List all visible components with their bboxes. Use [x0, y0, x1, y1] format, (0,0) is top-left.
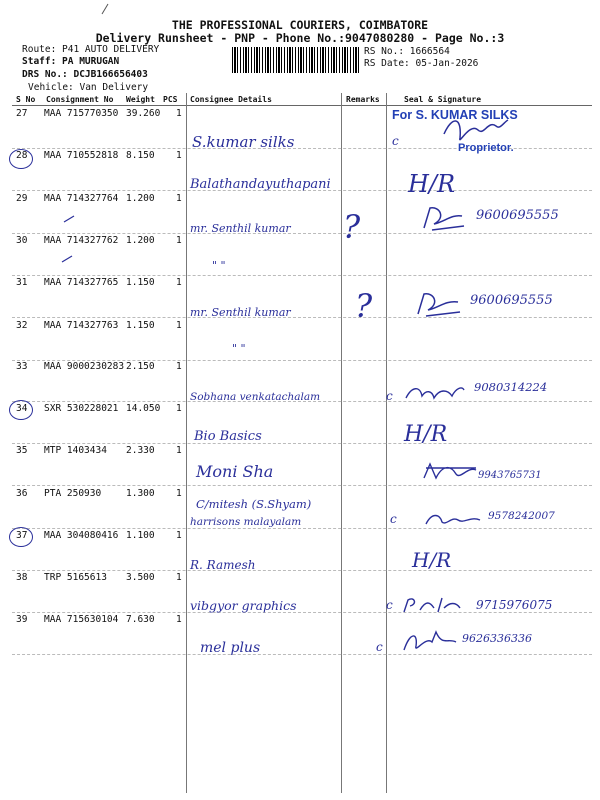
signature-31-32: 9600695555 — [470, 293, 553, 308]
row-sno: 34 — [16, 403, 28, 414]
signature-35: 9943765731 — [478, 470, 542, 481]
row-pcs: 1 — [176, 108, 182, 119]
row-pcs: 1 — [176, 235, 182, 246]
row-consignment: MAA 715630104 — [44, 614, 119, 625]
c-mark: c — [386, 389, 393, 403]
c-mark: c — [390, 512, 397, 526]
row-pcs: 1 — [176, 614, 182, 625]
row-pcs: 1 — [176, 361, 182, 372]
col-consignee: Consignee Details — [190, 95, 272, 104]
circle-mark — [9, 400, 33, 420]
row-pcs: 1 — [176, 150, 182, 161]
row-divider — [12, 275, 592, 276]
row-pcs: 1 — [176, 277, 182, 288]
row-weight: 8.150 — [126, 150, 155, 161]
signature-29-30: 9600695555 — [476, 208, 559, 223]
remark-question-mark: ? — [355, 287, 373, 325]
row-weight: 1.200 — [126, 235, 155, 246]
signature-scribble-27 — [440, 112, 510, 148]
circle-mark — [9, 527, 33, 547]
consignee-38: vibgyor graphics — [190, 598, 297, 613]
col-weight: Weight — [126, 95, 155, 104]
drs-info: DRS No.: DCJB166656403 — [22, 69, 148, 80]
row-divider — [12, 317, 592, 318]
row-divider — [12, 443, 592, 444]
consignee-31-32: mr. Senthil kumar — [190, 306, 291, 319]
signature-38: 9715976075 — [476, 598, 553, 612]
staff-info: Staff: PA MURUGAN — [22, 56, 120, 67]
runsheet-title: Delivery Runsheet - PNP - Phone No.:9047080280 - Page No.:3 — [95, 31, 505, 45]
signature-scribble-36 — [422, 508, 484, 530]
row-weight: 14.050 — [126, 403, 161, 414]
tick-mark — [62, 214, 76, 224]
c-mark: c — [386, 598, 393, 612]
c-mark: c — [376, 640, 383, 654]
consignee-33: Sobhana venkatachalam — [190, 391, 321, 403]
ditto-mark: " " — [232, 342, 246, 355]
row-sno: 35 — [16, 445, 28, 456]
row-consignment: TRP 5165613 — [44, 572, 107, 583]
row-sno: 39 — [16, 614, 28, 625]
row-consignment: SXR 530228021 — [44, 403, 119, 414]
signature-33: 9080314224 — [474, 380, 548, 394]
row-weight: 2.330 — [126, 445, 155, 456]
pen-mark — [100, 2, 110, 16]
row-weight: 1.150 — [126, 277, 155, 288]
consignee-37: R. Ramesh — [190, 558, 256, 572]
row-sno: 31 — [16, 277, 28, 288]
row-weight: 1.300 — [126, 488, 155, 499]
signature-scribble-31 — [412, 290, 464, 320]
row-sno: 30 — [16, 235, 28, 246]
company-stamp: For S. KUMAR SILKS — [392, 108, 518, 122]
row-pcs: 1 — [176, 193, 182, 204]
signature-34: H/R — [404, 422, 448, 447]
row-consignment: MTP 1403434 — [44, 445, 107, 456]
row-weight: 1.200 — [126, 193, 155, 204]
row-divider — [12, 612, 592, 613]
rs-date: RS Date: 05-Jan-2026 — [364, 58, 479, 69]
c-mark: c — [392, 134, 399, 148]
signature-36: 9578242007 — [488, 510, 555, 522]
row-consignment: MAA 9000230283 — [44, 361, 125, 372]
circle-mark — [9, 149, 33, 169]
row-consignment: MAA 714327763 — [44, 320, 119, 331]
row-consignment: MAA 714327765 — [44, 277, 119, 288]
col-seal: Seal & Signature — [404, 95, 482, 104]
signature-scribble-33 — [402, 380, 466, 406]
row-divider — [12, 654, 592, 655]
consignee-28: Balathandayuthapani — [190, 177, 331, 192]
row-consignment: MAA 715770350 — [44, 108, 119, 119]
consignee-39: mel plus — [200, 640, 261, 656]
barcode — [232, 47, 360, 73]
signature-37: H/R — [412, 548, 452, 572]
row-divider — [12, 528, 592, 529]
consignee-27: S.kumar silks — [192, 133, 295, 151]
row-weight: 3.500 — [126, 572, 155, 583]
remark-question-mark: ? — [343, 208, 361, 246]
row-weight: 39.260 — [126, 108, 161, 119]
row-sno: 29 — [16, 193, 28, 204]
stamp-proprietor: Proprietor. — [458, 142, 514, 154]
row-sno: 32 — [16, 320, 28, 331]
vehicle-info: Vehicle: Van Delivery — [28, 82, 149, 93]
row-weight: 2.150 — [126, 361, 155, 372]
tick-mark — [60, 254, 74, 264]
signature-28: H/R — [408, 170, 456, 198]
col-consignment: Consignment No — [46, 95, 114, 104]
signature-39: 9626336336 — [462, 632, 532, 645]
row-weight: 1.150 — [126, 320, 155, 331]
company-title: THE PROFESSIONAL COURIERS, COIMBATORE — [171, 18, 429, 32]
row-pcs: 1 — [176, 488, 182, 499]
row-pcs: 1 — [176, 320, 182, 331]
row-pcs: 1 — [176, 445, 182, 456]
row-consignment: MAA 710552818 — [44, 150, 119, 161]
ditto-mark: " " — [212, 259, 226, 272]
row-pcs: 1 — [176, 572, 182, 583]
signature-scribble-29 — [418, 204, 468, 234]
col-pcs: PCS — [163, 95, 178, 104]
row-sno: 36 — [16, 488, 28, 499]
row-sno: 33 — [16, 361, 28, 372]
row-divider — [12, 485, 592, 486]
row-consignment: MAA 304080416 — [44, 530, 119, 541]
consignee-36-a: C/mitesh (S.Shyam) — [196, 497, 312, 511]
row-consignment: MAA 714327764 — [44, 193, 119, 204]
col-remarks: Remarks — [346, 95, 380, 104]
row-divider — [12, 570, 592, 571]
consignee-35: Moni Sha — [196, 462, 274, 481]
rs-no: RS No.: 1666564 — [364, 46, 450, 57]
signature-scribble-35 — [420, 460, 480, 484]
row-sno: 37 — [16, 530, 28, 541]
row-weight: 7.630 — [126, 614, 155, 625]
row-weight: 1.100 — [126, 530, 155, 541]
route-info: Route: P41 AUTO DELIVERY — [22, 44, 160, 55]
signature-scribble-39 — [398, 628, 462, 656]
row-divider — [12, 233, 592, 234]
row-sno: 28 — [16, 150, 28, 161]
header-rule — [12, 105, 592, 106]
row-sno: 27 — [16, 108, 28, 119]
consignee-34: Bio Basics — [194, 429, 262, 444]
consignee-29-30: mr. Senthil kumar — [190, 222, 291, 235]
row-pcs: 1 — [176, 403, 182, 414]
signature-scribble-38 — [400, 594, 464, 618]
col-sno: S No — [16, 95, 36, 104]
consignee-36-b: harrisons malayalam — [190, 516, 302, 528]
row-consignment: PTA 250930 — [44, 488, 102, 499]
row-pcs: 1 — [176, 530, 182, 541]
row-sno: 38 — [16, 572, 28, 583]
row-consignment: MAA 714327762 — [44, 235, 119, 246]
